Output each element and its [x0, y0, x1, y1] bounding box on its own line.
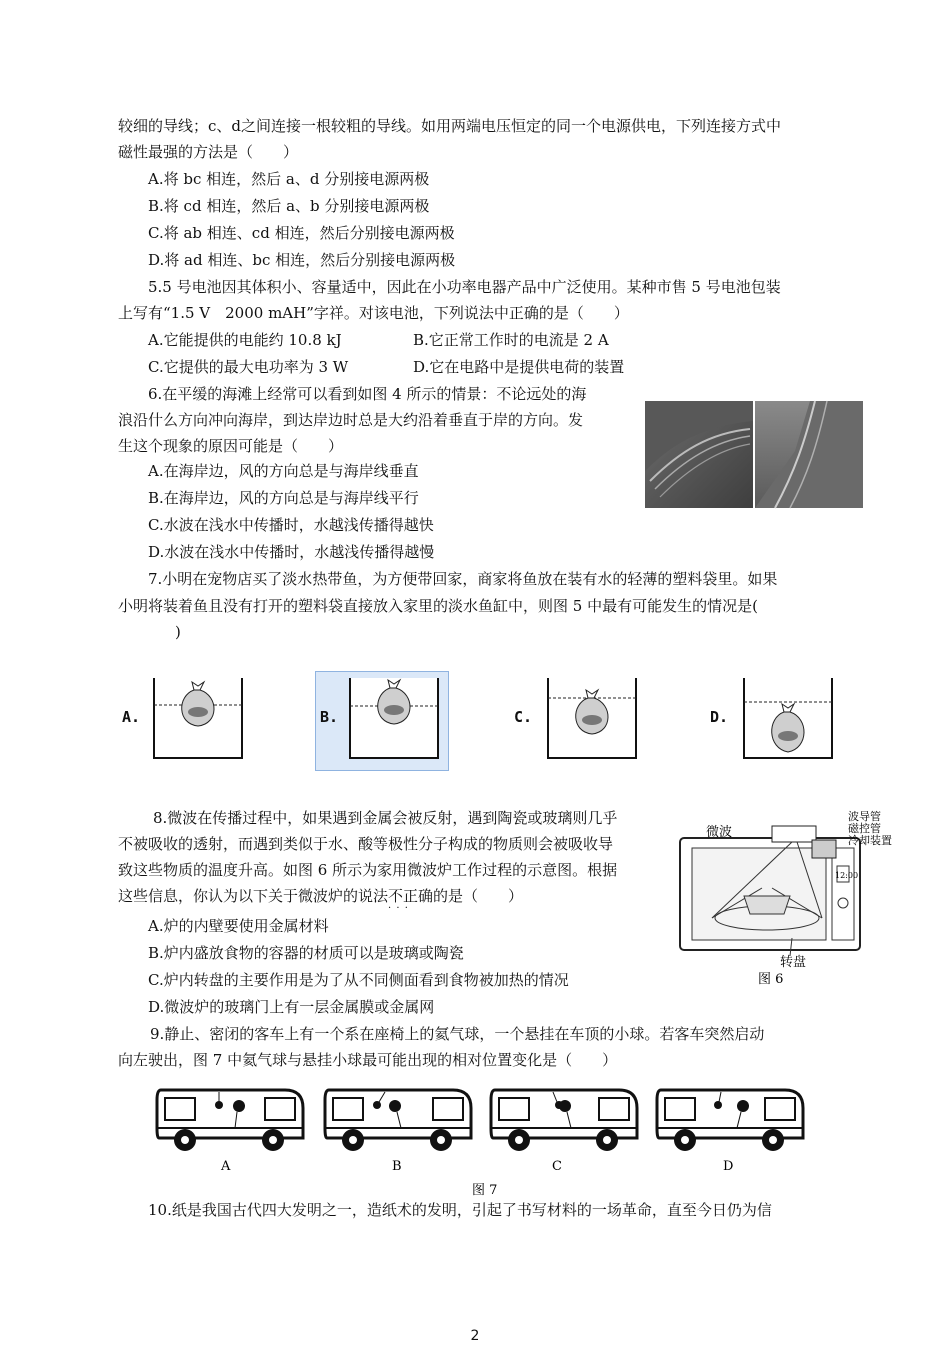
turntable-label: 转盘 [780, 955, 807, 970]
bus-figure [155, 1078, 805, 1198]
beach-photo [645, 401, 863, 508]
text-line: 致这些物质的温度升高。如图 6 所示为家用微波炉工作过程的示意图。根据 [118, 861, 618, 879]
page-number: 2 [470, 1328, 480, 1344]
waveguide-label: 波导管 [848, 810, 881, 823]
question-8: 8.微波在传播过程中，如果遇到金属会被反射，遇到陶瓷或玻璃则几乎 [153, 809, 618, 827]
option-8d: D.微波炉的玻璃门上有一层金属膜或金属网 [148, 998, 435, 1016]
microwave-diagram [672, 808, 892, 988]
text-line [118, 886, 523, 906]
option-6b: B.在海岸边，风的方向总是与海岸线平行 [148, 489, 419, 507]
option-8c: C.炉内转盘的主要作用是为了从不同侧面看到食物被加热的情况 [148, 971, 569, 989]
cooling-label: 冷却装置 [848, 834, 892, 847]
text-line: 向左驶出，图 7 中氦气球与悬挂小球最可能出现的相对位置变化是（ ） [118, 1051, 618, 1069]
tank-d [742, 676, 834, 760]
bus-label-d: D [723, 1159, 734, 1174]
text-line: 较细的导线；c、d之间连接一根较粗的导线。如用两端电压恒定的同一个电源供电，下列连接方式中 [118, 117, 782, 135]
fig5-label-a: A. [122, 708, 141, 726]
question-6: 6.在平缓的海滩上经常可以看到如图 4 所示的情景：不论远处的海 [148, 385, 587, 403]
tank-b [348, 676, 440, 760]
bus-b [325, 1090, 471, 1151]
option-5b: B.它正常工作时的电流是 2 A [413, 331, 609, 349]
bus-c [491, 1090, 637, 1151]
question-10: 10.纸是我国古代四大发明之一，造纸术的发明，引起了书写材料的一场革命，直至今日仍为信 [148, 1201, 772, 1219]
option-4b: B.将 cd 相连，然后 a、b 分别接电源两极 [148, 197, 430, 215]
option-6c: C.水波在浅水中传播时，水越浅传播得越快 [148, 516, 434, 534]
bus-label-a: A [221, 1159, 231, 1174]
fig5-label-b: B. [320, 708, 339, 726]
text-line: ) [175, 623, 181, 641]
wave-label: 微波 [706, 825, 733, 840]
panel-label: 12:00 [835, 871, 859, 880]
fig5-label-c: C. [514, 708, 533, 726]
question-9: 9.静止、密闭的客车上有一个系在座椅上的氦气球，一个悬挂在车顶的小球。若客车突然启动 [150, 1025, 765, 1043]
text-line: 浪沿什么方向冲向海岸，到达岸边时总是大约沿着垂直于岸的方向。发 [118, 411, 584, 429]
bus-d [657, 1090, 803, 1151]
fig5-label-d: D. [710, 708, 729, 726]
question-5: 5.5 号电池因其体积小、容量适中，因此在小功率电器产品中广泛使用。某种市售 5 号电池包装 [148, 278, 781, 296]
fig7-caption: 图 7 [472, 1183, 498, 1198]
tank-a [152, 676, 244, 760]
text-line: 磁性最强的方法是（ ） [118, 143, 299, 161]
text-line: 生这个现象的原因可能是（ ） [118, 437, 344, 455]
magnetron-label: 磁控管 [848, 822, 881, 835]
bus-a [157, 1090, 303, 1151]
bus-label-c: C [552, 1159, 562, 1174]
option-6a: A.在海岸边，风的方向总是与海岸线垂直 [148, 462, 419, 480]
tank-c [546, 676, 638, 760]
text-line: 上写有“1.5 V 2000 mAH”字祥。对该电池，下列说法中正确的是（ ） [118, 304, 629, 322]
bus-label-b: B [392, 1159, 402, 1174]
option-5c: C.它提供的最大电功率为 3 W [148, 358, 349, 376]
text-line: 不被吸收的透射，而遇到类似于水、酸等极性分子构成的物质则会被吸收导 [118, 835, 614, 853]
option-8a: A.炉的内壁要使用金属材料 [148, 917, 329, 935]
text-span: 这些信息，你认为以下关于微波炉的说法 [118, 887, 389, 905]
emphasis-text: 不正确 · · · [388, 887, 433, 905]
option-4c: C.将 ab 相连、cd 相连，然后分别接电源两极 [148, 224, 455, 242]
fig6-caption: 图 6 [758, 972, 784, 987]
option-4d: D.将 ad 相连、bc 相连，然后分别接电源两极 [148, 251, 456, 269]
text-span: 的是（ ） [433, 887, 524, 905]
option-4a: A.将 bc 相连，然后 a、d 分别接电源两极 [148, 170, 430, 188]
text-line: 小明将装着鱼且没有打开的塑料袋直接放入家里的淡水鱼缸中，则图 5 中最有可能发生的情况是( [118, 597, 758, 615]
option-5a: A.它能提供的电能约 10.8 kJ [148, 331, 342, 349]
option-6d: D.水波在浅水中传播时，水越浅传播得越慢 [148, 543, 435, 561]
option-8b: B.炉内盛放食物的容器的材质可以是玻璃或陶瓷 [148, 944, 464, 962]
option-5d: D.它在电路中是提供电荷的装置 [413, 358, 625, 376]
question-7: 7.小明在宠物店买了淡水热带鱼，为方便带回家，商家将鱼放在装有水的轻薄的塑料袋里。如果 [148, 570, 778, 588]
